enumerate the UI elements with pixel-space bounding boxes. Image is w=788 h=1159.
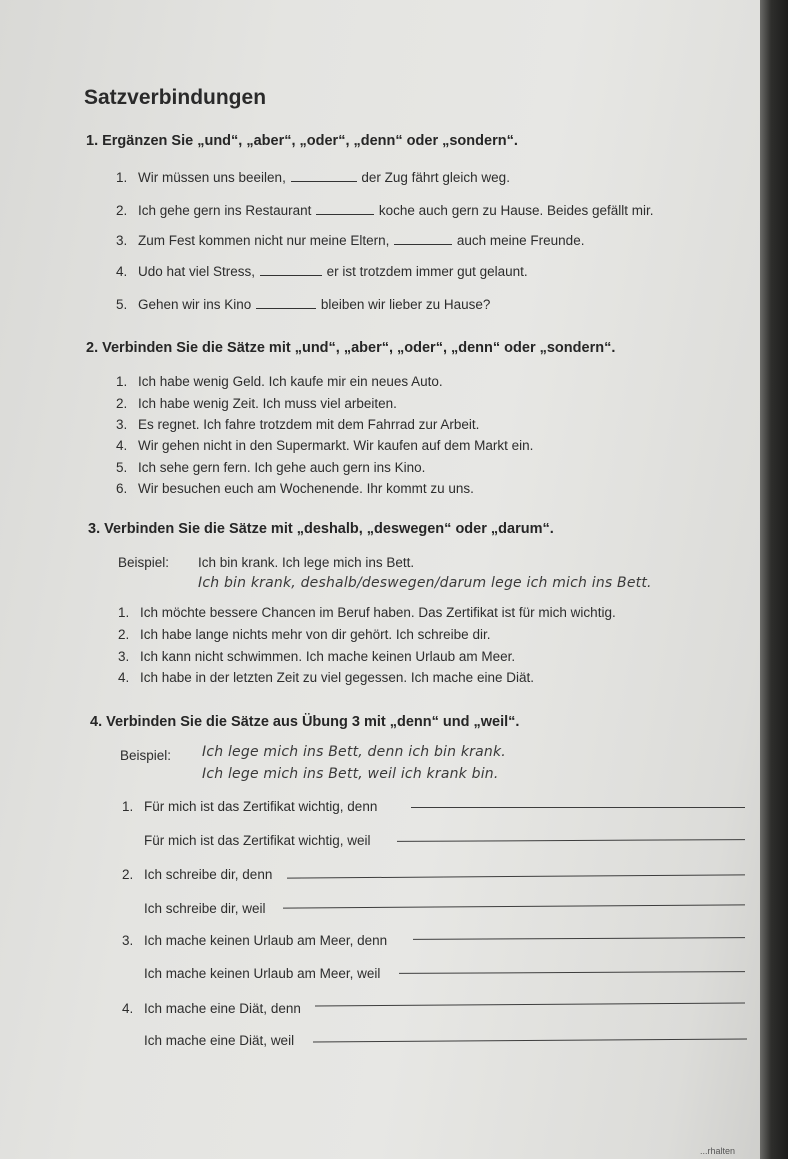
- ex3-item-1: [118, 605, 616, 620]
- exercise-1-heading: 1. Ergänzen Sie „und“, „aber“, „oder“, „denn“ oder „sondern“.: [86, 133, 518, 149]
- item-text: Ich habe wenig Zeit. Ich muss viel arbeiten.: [138, 396, 397, 411]
- ex1-item-4: [116, 264, 528, 279]
- item-number: 5.: [116, 460, 128, 475]
- item-text: Ich mache eine Diät, denn: [144, 1001, 301, 1016]
- answer-line[interactable]: [283, 904, 745, 908]
- item-number: 1.: [116, 374, 128, 389]
- item-number: 1.: [122, 799, 134, 814]
- item-number: 3.: [118, 649, 130, 664]
- item-text: Es regnet. Ich fahre trotzdem mit dem Fahrrad zur Arbeit.: [138, 417, 480, 432]
- item-number: 1.: [118, 605, 130, 620]
- item-number: 6.: [116, 481, 128, 496]
- answer-blank[interactable]: [316, 213, 374, 215]
- ex3-example-text: Ich bin krank. Ich lege mich ins Bett.: [198, 555, 415, 570]
- item-text: Ich möchte bessere Chancen im Beruf haben. Das Zertifikat ist für mich wichtig.: [140, 605, 616, 620]
- answer-line[interactable]: [397, 839, 745, 842]
- item-text-before: Zum Fest kommen nicht nur meine Eltern,: [138, 233, 390, 248]
- ex3-example-label: Beispiel:: [118, 555, 170, 570]
- ex4-item-2-denn: [122, 867, 272, 882]
- answer-line[interactable]: [313, 1038, 747, 1042]
- ex4-example-line1-handwritten: Ich lege mich ins Bett, denn ich bin krank.: [202, 744, 506, 760]
- ex1-item-5: [116, 297, 490, 312]
- ex3-item-3: [118, 649, 515, 664]
- item-number: 1.: [116, 170, 128, 185]
- item-number: 3.: [116, 417, 128, 432]
- exercise-4-heading: 4. Verbinden Sie die Sätze aus Übung 3 mit „denn“ und „weil“.: [90, 714, 520, 730]
- item-text: Ich schreibe dir, denn: [144, 867, 273, 882]
- item-text-before: Udo hat viel Stress,: [138, 264, 256, 279]
- item-number: 4.: [122, 1001, 134, 1016]
- ex4-item-4-denn: [122, 1001, 301, 1016]
- item-number: 5.: [116, 297, 128, 312]
- ex2-item-5: [116, 460, 425, 475]
- item-text: Wir gehen nicht in den Supermarkt. Wir kaufen auf dem Markt ein.: [138, 438, 534, 453]
- item-text-after: er ist trotzdem immer gut gelaunt.: [326, 264, 528, 279]
- ex3-item-4: [118, 670, 534, 685]
- item-text-after: der Zug fährt gleich weg.: [361, 170, 510, 185]
- item-text-after: bleiben wir lieber zu Hause?: [320, 297, 491, 312]
- answer-blank[interactable]: [291, 180, 357, 182]
- ex1-item-1: [116, 170, 510, 185]
- item-text: Ich sehe gern fern. Ich gehe auch gern ins Kino.: [138, 460, 426, 475]
- exercise-2-heading: 2. Verbinden Sie die Sätze mit „und“, „aber“, „oder“, „denn“ oder „sondern“.: [86, 340, 616, 356]
- ex2-item-6: [116, 481, 474, 496]
- book-spine-shadow: [760, 0, 788, 1159]
- answer-line[interactable]: [399, 971, 745, 974]
- ex3-item-2: [118, 627, 490, 642]
- ex2-item-3: [116, 417, 479, 432]
- page-title: Satzverbindungen: [84, 86, 267, 109]
- item-text-before: Gehen wir ins Kino: [138, 297, 252, 312]
- ex3-example-answer-handwritten: Ich bin krank, deshalb/deswegen/darum lege ich mich ins Bett.: [198, 575, 652, 591]
- item-number: 4.: [118, 670, 130, 685]
- answer-blank[interactable]: [394, 243, 452, 245]
- item-text: Ich mache keinen Urlaub am Meer, denn: [144, 933, 388, 948]
- item-number: 3.: [116, 233, 128, 248]
- ex4-item-4-weil: Ich mache eine Diät, weil: [144, 1033, 295, 1048]
- answer-blank[interactable]: [260, 274, 322, 276]
- ex2-item-1: [116, 374, 443, 389]
- item-text: Ich habe wenig Geld. Ich kaufe mir ein neues Auto.: [138, 374, 443, 389]
- answer-line[interactable]: [287, 874, 745, 878]
- item-text-before: Wir müssen uns beeilen,: [138, 170, 286, 185]
- item-number: 2.: [122, 867, 134, 882]
- exercise-3-heading: 3. Verbinden Sie die Sätze mit „deshalb, „deswegen“ oder „darum“.: [88, 521, 554, 537]
- footer-cut-text: ...rhalten: [700, 1146, 736, 1156]
- ex4-item-3-denn: [122, 933, 387, 948]
- ex1-item-3: [116, 233, 584, 248]
- ex4-item-3-weil: Ich mache keinen Urlaub am Meer, weil: [144, 966, 381, 981]
- answer-line[interactable]: [315, 1002, 745, 1006]
- ex1-item-2: [116, 203, 654, 218]
- answer-line[interactable]: [413, 937, 745, 940]
- answer-blank[interactable]: [256, 307, 316, 309]
- item-text-after: auch meine Freunde.: [456, 233, 585, 248]
- ex4-example-line2-handwritten: Ich lege mich ins Bett, weil ich krank bin.: [202, 766, 499, 782]
- item-text: Ich habe in der letzten Zeit zu viel gegessen. Ich mache eine Diät.: [140, 670, 534, 685]
- item-text-before: Ich gehe gern ins Restaurant: [138, 203, 312, 218]
- item-number: 4.: [116, 264, 128, 279]
- ex4-item-2-weil: Ich schreibe dir, weil: [144, 901, 266, 916]
- item-number: 3.: [122, 933, 134, 948]
- item-text: Ich kann nicht schwimmen. Ich mache keinen Urlaub am Meer.: [140, 649, 516, 664]
- ex4-item-1-weil: Für mich ist das Zertifikat wichtig, weil: [144, 833, 371, 848]
- item-number: 4.: [116, 438, 128, 453]
- ex4-example-label: Beispiel:: [120, 748, 172, 763]
- ex2-item-2: [116, 396, 397, 411]
- item-number: 2.: [116, 396, 128, 411]
- ex2-item-4: [116, 438, 533, 453]
- item-text-after: koche auch gern zu Hause. Beides gefällt mir.: [378, 203, 654, 218]
- item-number: 2.: [116, 203, 128, 218]
- item-text: Für mich ist das Zertifikat wichtig, denn: [144, 799, 378, 814]
- item-number: 2.: [118, 627, 130, 642]
- ex4-item-1-denn: [122, 799, 377, 814]
- answer-line[interactable]: [411, 807, 745, 808]
- item-text: Wir besuchen euch am Wochenende. Ihr kommt zu uns.: [138, 481, 474, 496]
- item-text: Ich habe lange nichts mehr von dir gehört. Ich schreibe dir.: [140, 627, 491, 642]
